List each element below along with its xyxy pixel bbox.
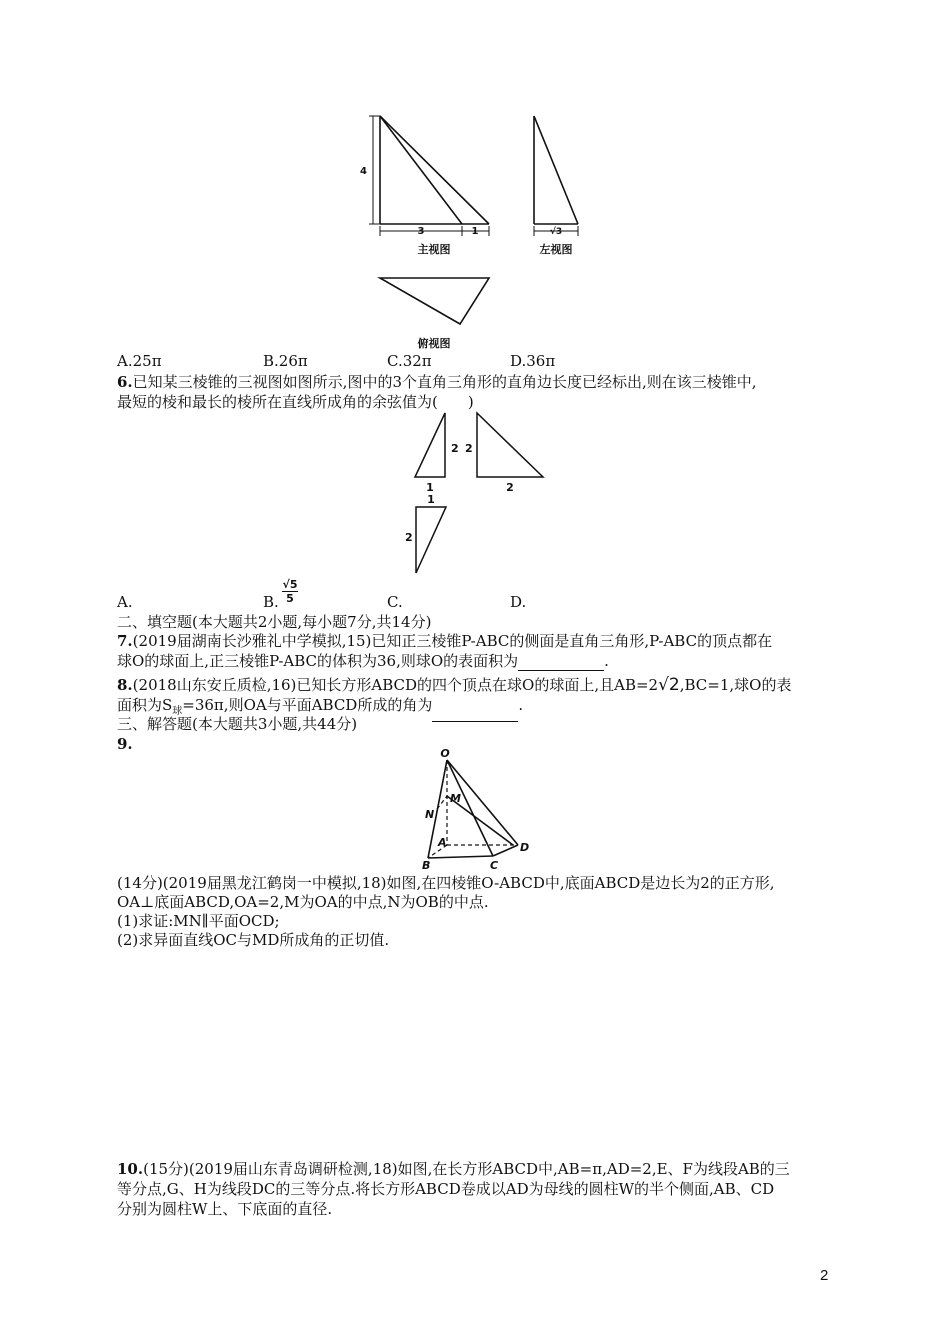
q5-option-b: B.26π <box>263 352 308 370</box>
q9-point-M: M <box>450 792 461 805</box>
q6-stem-line2: 最短的棱和最长的棱所在直线所成角的余弦值为( ) <box>117 393 474 411</box>
q6-text-1: 已知某三棱锥的三视图如图所示,图中的3个直角三角形的直角边长度已经标出,则在该三棱锥中, <box>132 373 757 391</box>
q8-text-3: 面积为S <box>117 696 173 714</box>
q10-line1 <box>117 1159 790 1179</box>
q6-option-b-prefix: B. <box>263 593 279 611</box>
q9-point-O: O <box>440 747 450 760</box>
q5-option-a: A.25π <box>117 352 162 370</box>
q10-line2: 等分点,G、H为线段DC的三等分点.将长方形ABCD卷成以AD为母线的圆柱W的半个侧面,AB、CD <box>117 1180 775 1198</box>
q9-number: 9. <box>117 735 133 753</box>
dim-side-label: √3 <box>549 227 563 237</box>
q6-option-c: C. <box>387 593 403 611</box>
side-view-caption: 左视图 <box>539 243 573 256</box>
q6-option-d: D. <box>510 593 527 611</box>
section-3-heading: 三、解答题(本大题共3小题,共44分) <box>117 715 358 733</box>
front-view-caption: 主视图 <box>417 243 451 256</box>
q9-point-C: C <box>490 859 499 872</box>
q5-option-d: D.36π <box>510 352 556 370</box>
q7-text-end: . <box>604 652 609 670</box>
q6-label-d: 2 <box>506 481 514 494</box>
q8-text-1: (2018山东安丘质检,16)已知长方形ABCD的四个顶点在球O的球面上,且AB=2 <box>132 676 659 694</box>
q6-option-b-numerator: √5 <box>282 578 298 591</box>
q8-text-end: . <box>518 696 524 714</box>
q6-number: 6. <box>117 373 133 391</box>
dim-height-label: 4 <box>360 166 367 177</box>
q10-number: 10. <box>117 1160 144 1178</box>
q9-point-N: N <box>425 808 435 821</box>
q8-subscript: 球 <box>172 706 183 717</box>
page-number: 2 <box>820 1267 829 1284</box>
q7-number: 7. <box>117 632 133 650</box>
q9-part2: (2)求异面直线OC与MD所成角的正切值. <box>117 931 390 949</box>
top-view-caption: 俯视图 <box>417 337 451 350</box>
q6-label-c: 1 <box>426 481 434 494</box>
q7-text-2: 球O的球面上,正三棱锥P-ABC的体积为36,则球O的表面积为 <box>117 652 519 670</box>
q6-label-a: 2 <box>451 442 459 455</box>
q9-point-D: D <box>520 841 530 854</box>
q6-option-b-denominator: 5 <box>286 592 294 605</box>
q8-sqrt2: √2 <box>658 675 680 695</box>
q6-label-e: 1 <box>427 493 435 506</box>
q6-label-f: 2 <box>405 531 413 544</box>
dim-base1-label: 3 <box>417 226 425 237</box>
q7-text-1: (2019届湖南长沙雅礼中学模拟,15)已知正三棱锥P-ABC的侧面是直角三角形,P-ABC的顶点都在 <box>132 632 773 650</box>
q8-text-4: =36π,则OA与平面ABCD所成的角为 <box>182 696 433 714</box>
q9-part1: (1)求证:MN∥平面OCD; <box>117 912 280 930</box>
q5-option-c: C.32π <box>387 352 432 370</box>
q9-line2: OA⊥底面ABCD,OA=2,M为OA的中点,N为OB的中点. <box>117 893 489 911</box>
section-2-heading: 二、填空题(本大题共2小题,每小题7分,共14分) <box>117 613 432 631</box>
q6-label-b: 2 <box>465 442 473 455</box>
q8-number: 8. <box>117 676 133 694</box>
q9-point-A: A <box>438 836 447 849</box>
dim-base2-label: 1 <box>471 226 479 237</box>
q6-option-a: A. <box>117 593 133 611</box>
q9-line1: (14分)(2019届黑龙江鹤岗一中模拟,18)如图,在四棱锥O-ABCD中,底面ABCD是边长为2的正方形, <box>117 874 775 892</box>
q9-point-B: B <box>422 859 431 872</box>
q8-text-2: ,BC=1,球O的表 <box>679 676 792 694</box>
q10-text-1: (15分)(2019届山东青岛调研检测,18)如图,在长方形ABCD中,AB=π,AD=2,E、F为线段AB的三 <box>143 1160 790 1178</box>
q10-line3: 分别为圆柱W上、下底面的直径. <box>117 1200 333 1218</box>
